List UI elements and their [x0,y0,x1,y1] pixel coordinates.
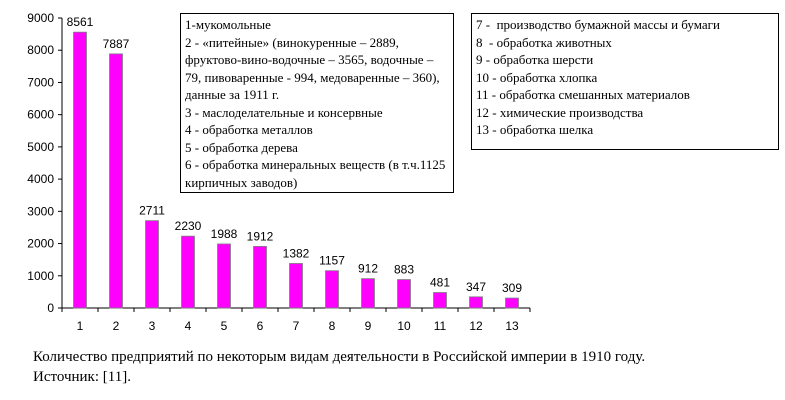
bar [110,54,123,308]
data-label: 1988 [210,226,238,241]
y-tick-label: 5000 [27,139,54,154]
legend-right-item: 12 - химические производства [476,104,644,120]
y-tick-label: 9000 [27,11,54,25]
y-tick-label: 2000 [27,236,54,251]
x-tick-label: 12 [469,319,483,333]
bar [74,32,87,308]
legend-left-item: 2 - «питейные» (винокуренные – 2889, фруктово-вино-водочные – 3565, водочные – 79, пивоваренные - 994, медоваренные – 360), данные за 1911 г. [185,34,443,102]
legend-right-item: 8 - обработка животных [476,34,612,50]
legend-right-item: 11 - обработка смешанных материалов [476,87,690,102]
legend-right-item: 7 - производство бумажной массы и бумаги [476,17,720,32]
y-tick-label: 7000 [27,75,54,90]
data-label: 7887 [102,36,130,51]
bar [470,297,483,308]
legend-left-item: 3 - маслоделательные и консервные [185,104,383,120]
bar [434,293,447,308]
chart-caption: Количество предприятий по некоторым видам деятельности в Российской империи в 1910 году. [33,349,646,365]
data-label: 8561 [66,15,94,30]
y-tick-label: 4000 [27,172,54,187]
bar [398,280,411,308]
bar [506,298,519,308]
x-tick-label: 13 [505,319,519,333]
data-label: 912 [357,261,379,276]
bar [362,279,375,308]
bar [290,263,303,308]
y-tick-label: 3000 [27,204,54,219]
bar [254,246,267,308]
bar [146,221,159,308]
legend-left-item: 5 - обработка дерева [185,139,298,155]
legend-left-item: 1-мукомольные [185,17,271,32]
legend-left-item: 6 - обработка минеральных веществ (в т.ч.1125 кирпичных заводов) [185,157,449,190]
bar [326,271,339,308]
bar [218,244,231,308]
x-tick-label: 7 [292,319,300,333]
x-tick-label: 8 [328,319,336,333]
x-tick-label: 2 [112,319,120,333]
y-tick-label: 1000 [27,268,54,283]
data-label: 347 [465,279,487,294]
x-tick-label: 11 [433,319,447,333]
data-label: 1157 [319,253,345,268]
bar [182,236,195,308]
x-tick-label: 4 [184,319,192,333]
y-tick-label: 6000 [27,107,54,122]
y-tick-label: 0 [47,301,54,315]
x-tick-label: 6 [256,319,264,333]
data-label: 2711 [139,203,165,218]
data-label: 2230 [174,219,202,234]
legend-right-item: 13 - обработка шелка [476,122,594,137]
data-label: 481 [429,275,451,290]
y-tick-label: 8000 [27,43,54,58]
legend-right-item: 10 - обработка хлопка [476,69,598,85]
data-label: 309 [501,281,523,296]
x-tick-label: 5 [220,319,228,333]
x-tick-label: 9 [364,319,372,333]
data-label: 1912 [246,229,274,244]
legend-left [180,13,454,193]
x-tick-label: 10 [397,319,411,333]
x-tick-label: 3 [148,319,156,333]
x-tick-label: 1 [76,319,84,333]
data-label: 1382 [282,246,310,261]
legend-right-item: 9 - обработка шерсти [476,52,594,67]
data-label: 883 [393,262,415,277]
legend-right [471,13,779,150]
legend-left-item: 4 - обработка металлов [185,122,313,137]
chart-source: Источник: [11]. [33,369,131,385]
